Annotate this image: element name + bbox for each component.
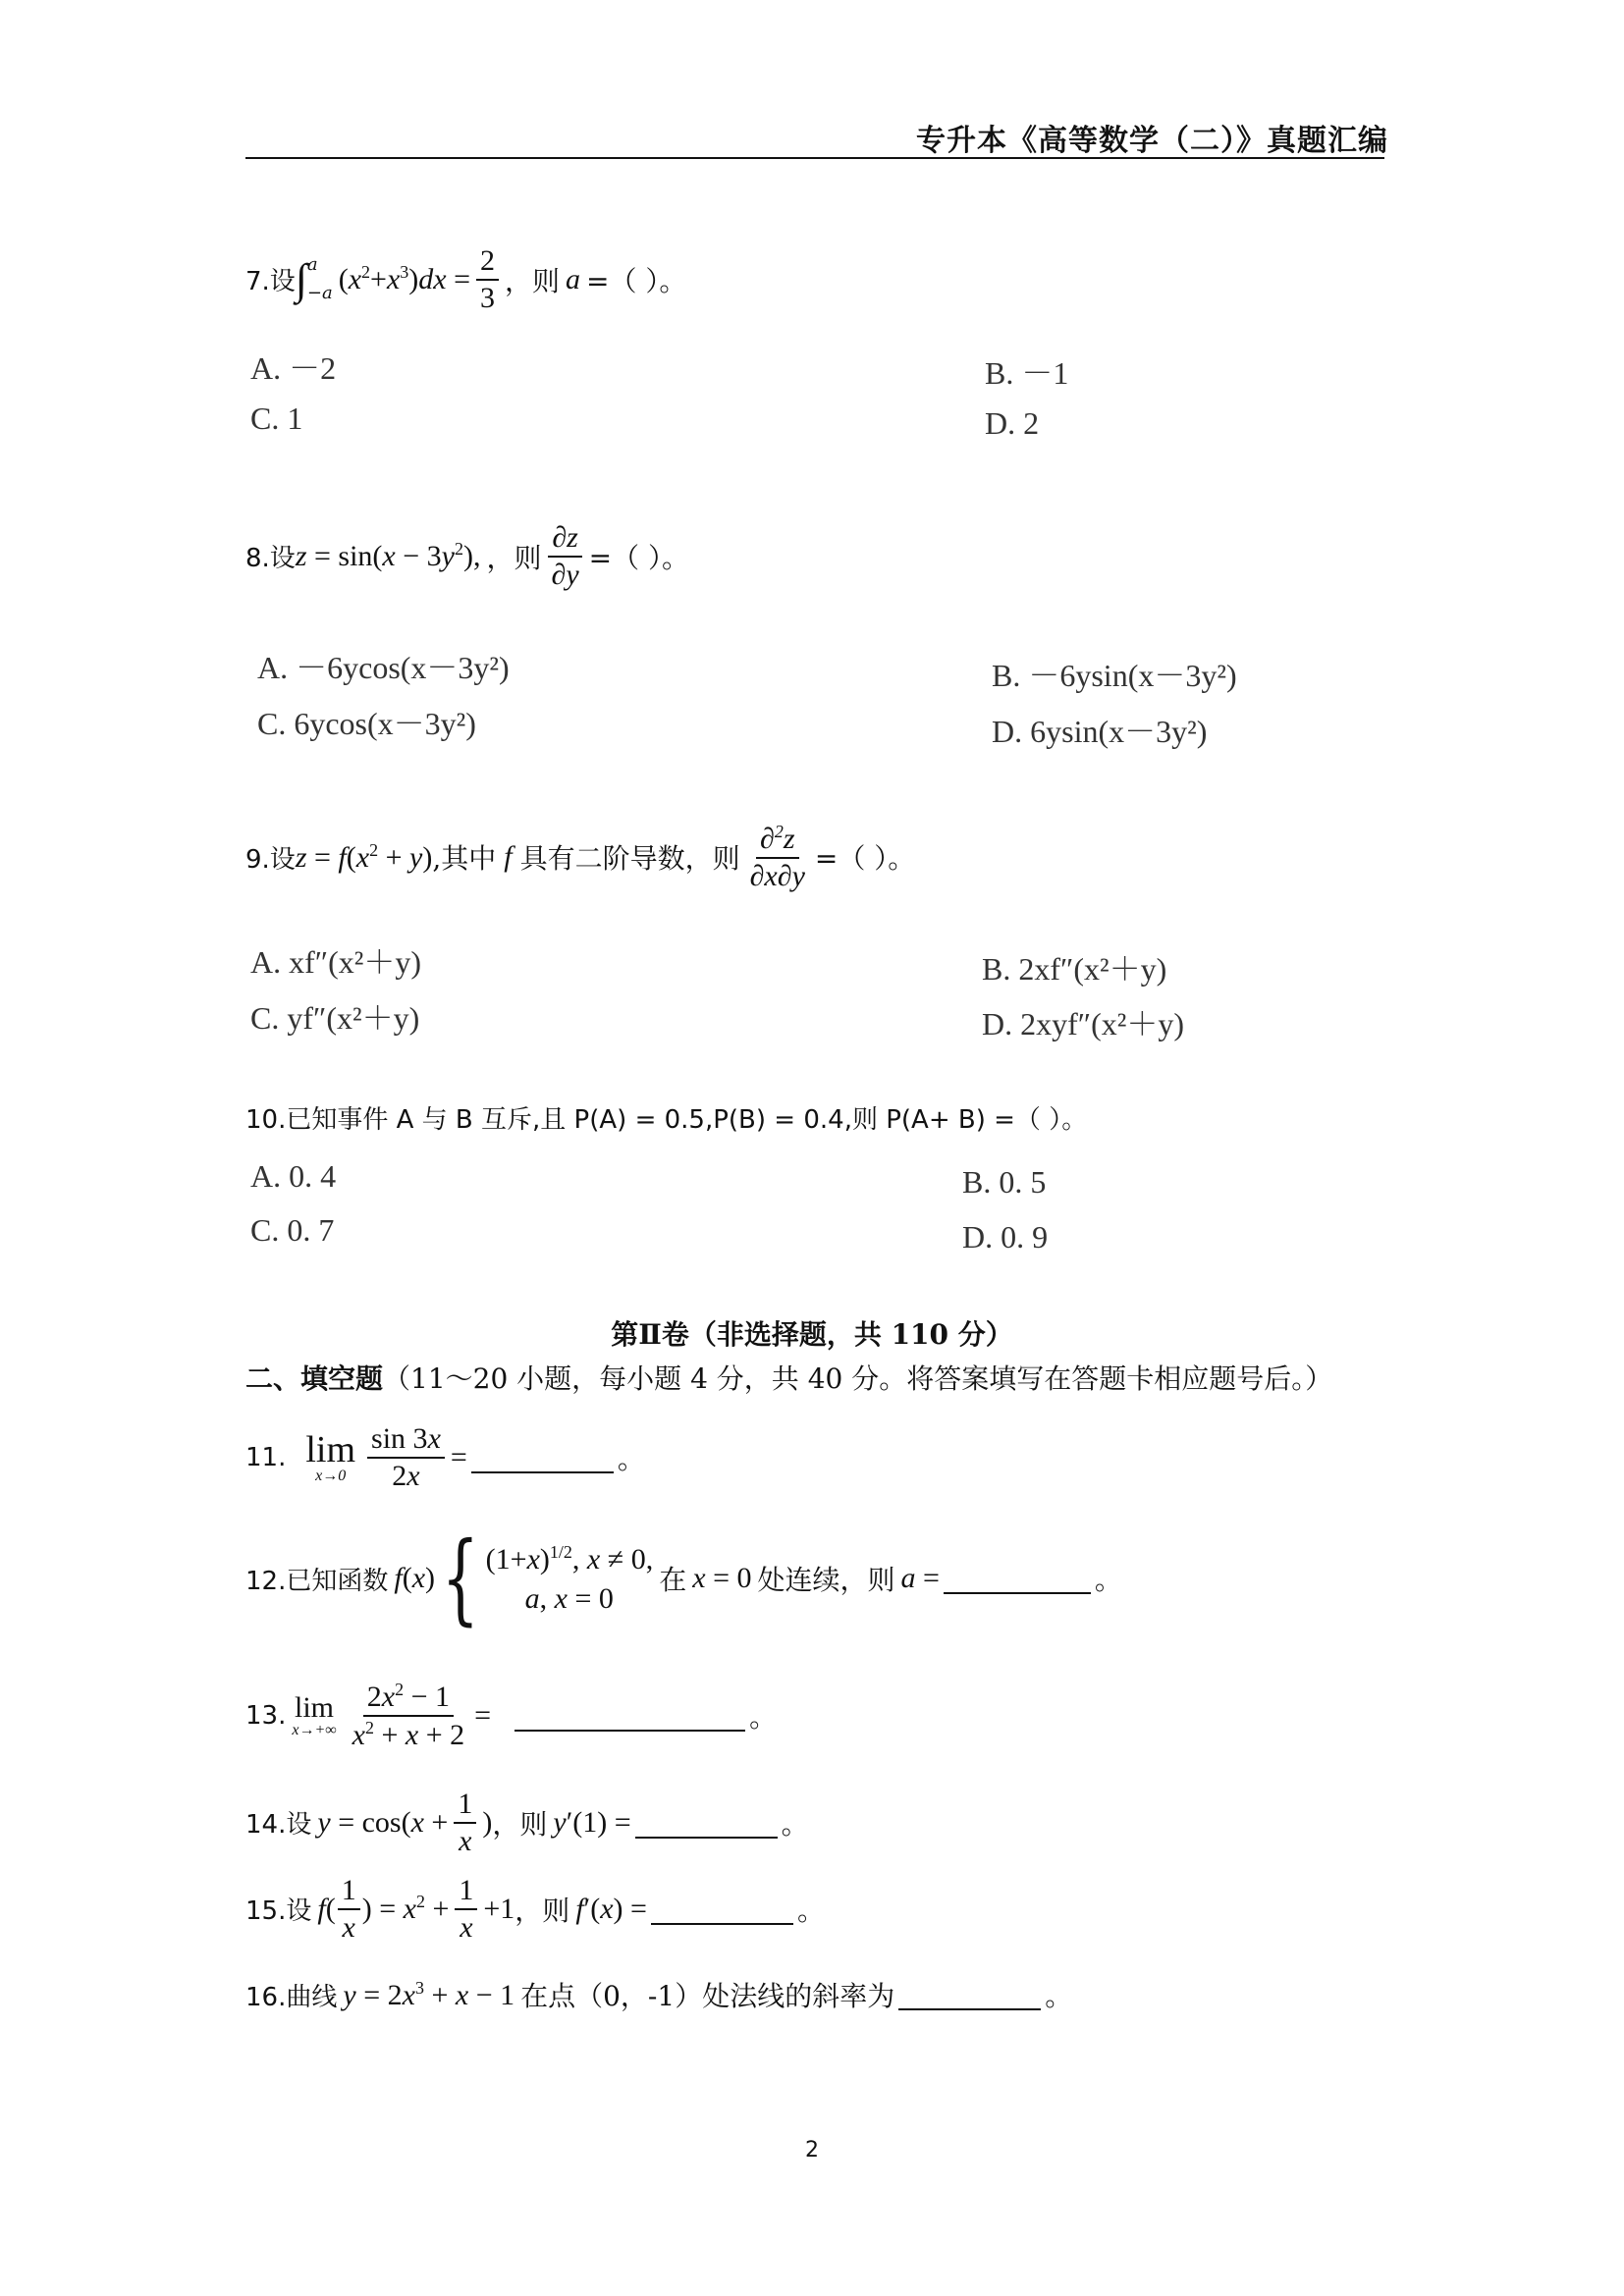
fill-16	[245, 1975, 1072, 2014]
q9-expr: $z = f(x^2 + y)$	[295, 839, 433, 874]
f11-equals: =	[450, 1440, 467, 1473]
q7-option-c: C. 1	[250, 400, 303, 436]
q10-option-c: C. 0. 7	[250, 1212, 335, 1248]
q9-fraction: $\frac{\partial^2z}{\partial x\partial y}$	[749, 822, 805, 892]
f15-deriv: f′(x) =	[575, 1892, 647, 1925]
q8-fraction: $\frac{\partial z}{\partial y}$	[548, 522, 583, 590]
running-header: 专升本《高等数学（二）》真题汇编	[916, 124, 1388, 158]
f12-cases: $(1+x)^{1/2}$, x ≠ 0, a, x = 0	[485, 1541, 654, 1615]
f15-mid: ，则	[514, 1894, 570, 1927]
f15-fraction-b: $\frac{1}{x}$	[455, 1875, 477, 1943]
f16-expr: $y = 2x^3 + x - 1$	[343, 1977, 515, 2011]
f14-close: )	[482, 1805, 493, 1839]
f11-fraction: $\frac{\sin 3x}{2x}$	[367, 1423, 445, 1491]
f14-end: 。	[781, 1807, 809, 1841]
f12-prefix: 12.已知函数	[245, 1566, 389, 1596]
q10-text: 10.已知事件 A 与 B 互斥,且 P(A) = 0.5,P(B) = 0.4,则 P(A+ B) =（ ）。	[245, 1105, 1088, 1135]
q7-var: a	[566, 262, 581, 295]
f14-deriv: y′(1) =	[553, 1805, 631, 1839]
f12-mid2: 处连续，则	[757, 1564, 895, 1596]
q8-option-d: D. 6ysin(x－3y²)	[992, 714, 1208, 749]
q9-tail: =（ ）。	[814, 842, 916, 875]
question-8	[245, 522, 689, 590]
f11-lim: lim x→0	[305, 1428, 356, 1484]
q10-option-a: A. 0. 4	[250, 1158, 337, 1194]
f12-cond: x = 0	[692, 1562, 752, 1594]
q8-option-a: A. －6ycos(x－3y²)	[257, 650, 510, 685]
q8-prefix: 8.设	[245, 544, 296, 573]
q7-suffix: ，则	[505, 264, 561, 297]
f12-brace: {	[441, 1521, 479, 1635]
header-rule	[245, 157, 1384, 159]
q10-option-b: B. 0. 5	[962, 1164, 1047, 1200]
f12-end: 。	[1094, 1564, 1122, 1596]
question-10	[245, 1099, 1087, 1136]
q9-middle: ,其中	[432, 842, 497, 875]
f16-end: 。	[1045, 1980, 1073, 2012]
f14-prefix: 14.设	[245, 1810, 312, 1840]
fill-11	[245, 1423, 645, 1491]
q8-option-c: C. 6ycos(x－3y²)	[257, 706, 476, 741]
f12-fx: f(x)	[394, 1562, 436, 1594]
f15-rhs: ) = $x^2$ +	[361, 1892, 450, 1925]
q7-tail: =（ ）。	[586, 264, 687, 297]
f13-fraction: $\frac{2x^2 - 1}{x^2 + x + 2}$	[352, 1680, 465, 1751]
f14-answer-blank[interactable]	[635, 1807, 778, 1839]
q9-f: f	[504, 840, 513, 873]
q9-prefix: 9.设	[245, 844, 296, 875]
f15-f: f(	[317, 1892, 336, 1925]
f15-prefix: 15.设	[245, 1896, 312, 1926]
q7-option-a: A. －2	[250, 350, 337, 386]
f15-plus1: +1	[483, 1892, 515, 1925]
q7-option-b: B. －1	[985, 355, 1069, 391]
fill-13	[245, 1681, 777, 1750]
fill-12	[245, 1521, 1122, 1635]
f12-mid: 在	[659, 1564, 687, 1596]
q9-option-c: C. yf″(x²＋y)	[250, 1000, 420, 1036]
f12-var: a =	[900, 1562, 940, 1594]
section-description: （11～20 小题，每小题 4 分，共 40 分。将答案填写在答题卡相应题号后。）	[383, 1362, 1333, 1395]
page-number: 2	[805, 2138, 819, 2163]
f13-end: 。	[749, 1700, 778, 1734]
f15-end: 。	[796, 1894, 825, 1927]
q9-option-d: D. 2xyf″(x²＋y)	[982, 1006, 1185, 1041]
fill-15	[245, 1875, 825, 1943]
f16-mid: 在点（0，-1）处法线的斜率为	[520, 1980, 895, 2012]
fill-14	[245, 1789, 809, 1856]
f11-end: 。	[617, 1442, 645, 1475]
q9-option-b: B. 2xf″(x²＋y)	[982, 951, 1167, 987]
section-title: 第Ⅱ卷（非选择题，共 110 分）	[611, 1318, 1013, 1351]
section-heading-label: 二、填空题	[245, 1362, 384, 1395]
f13-answer-blank[interactable]	[514, 1700, 745, 1732]
question-9	[245, 823, 915, 891]
f13-lim: lim x→+∞	[292, 1690, 337, 1738]
f14-fraction: $\frac{1}{x}$	[454, 1789, 476, 1856]
q8-suffix: ，则	[486, 541, 542, 574]
q10-option-d: D. 0. 9	[962, 1219, 1049, 1255]
q7-prefix: 7.设	[245, 267, 296, 296]
f11-answer-blank[interactable]	[471, 1442, 614, 1473]
q9-middle2: 具有二阶导数，则	[519, 842, 740, 875]
section-heading	[245, 1358, 1332, 1397]
q7-integrand: $(x^2+x^3)dx$ =	[338, 262, 471, 295]
q8-tail: =（ ）。	[588, 541, 690, 574]
q7-limits: a −a	[306, 253, 333, 303]
f14-mid: ，则	[492, 1807, 548, 1841]
f13-prefix: 13.	[245, 1700, 287, 1731]
f14-expr: y = cos(x +	[317, 1805, 449, 1839]
f15-answer-blank[interactable]	[651, 1894, 793, 1925]
f13-equals: =	[474, 1698, 492, 1732]
f15-fraction-a: $\frac{1}{x}$	[338, 1875, 360, 1943]
q9-option-a: A. xf″(x²＋y)	[250, 944, 422, 980]
f11-prefix: 11.	[245, 1442, 287, 1472]
question-7	[245, 245, 686, 313]
f16-prefix: 16.曲线	[245, 1982, 338, 2012]
q8-option-b: B. －6ysin(x－3y²)	[992, 658, 1237, 693]
f12-answer-blank[interactable]	[944, 1563, 1091, 1594]
q7-integral: ∫	[295, 255, 307, 303]
q7-fraction: $\frac{2}{3}$	[476, 245, 499, 313]
q8-expr: $z = \sin(x - 3y^2)$,	[295, 539, 481, 572]
f16-answer-blank[interactable]	[898, 1979, 1041, 2010]
q7-option-d: D. 2	[985, 405, 1040, 441]
